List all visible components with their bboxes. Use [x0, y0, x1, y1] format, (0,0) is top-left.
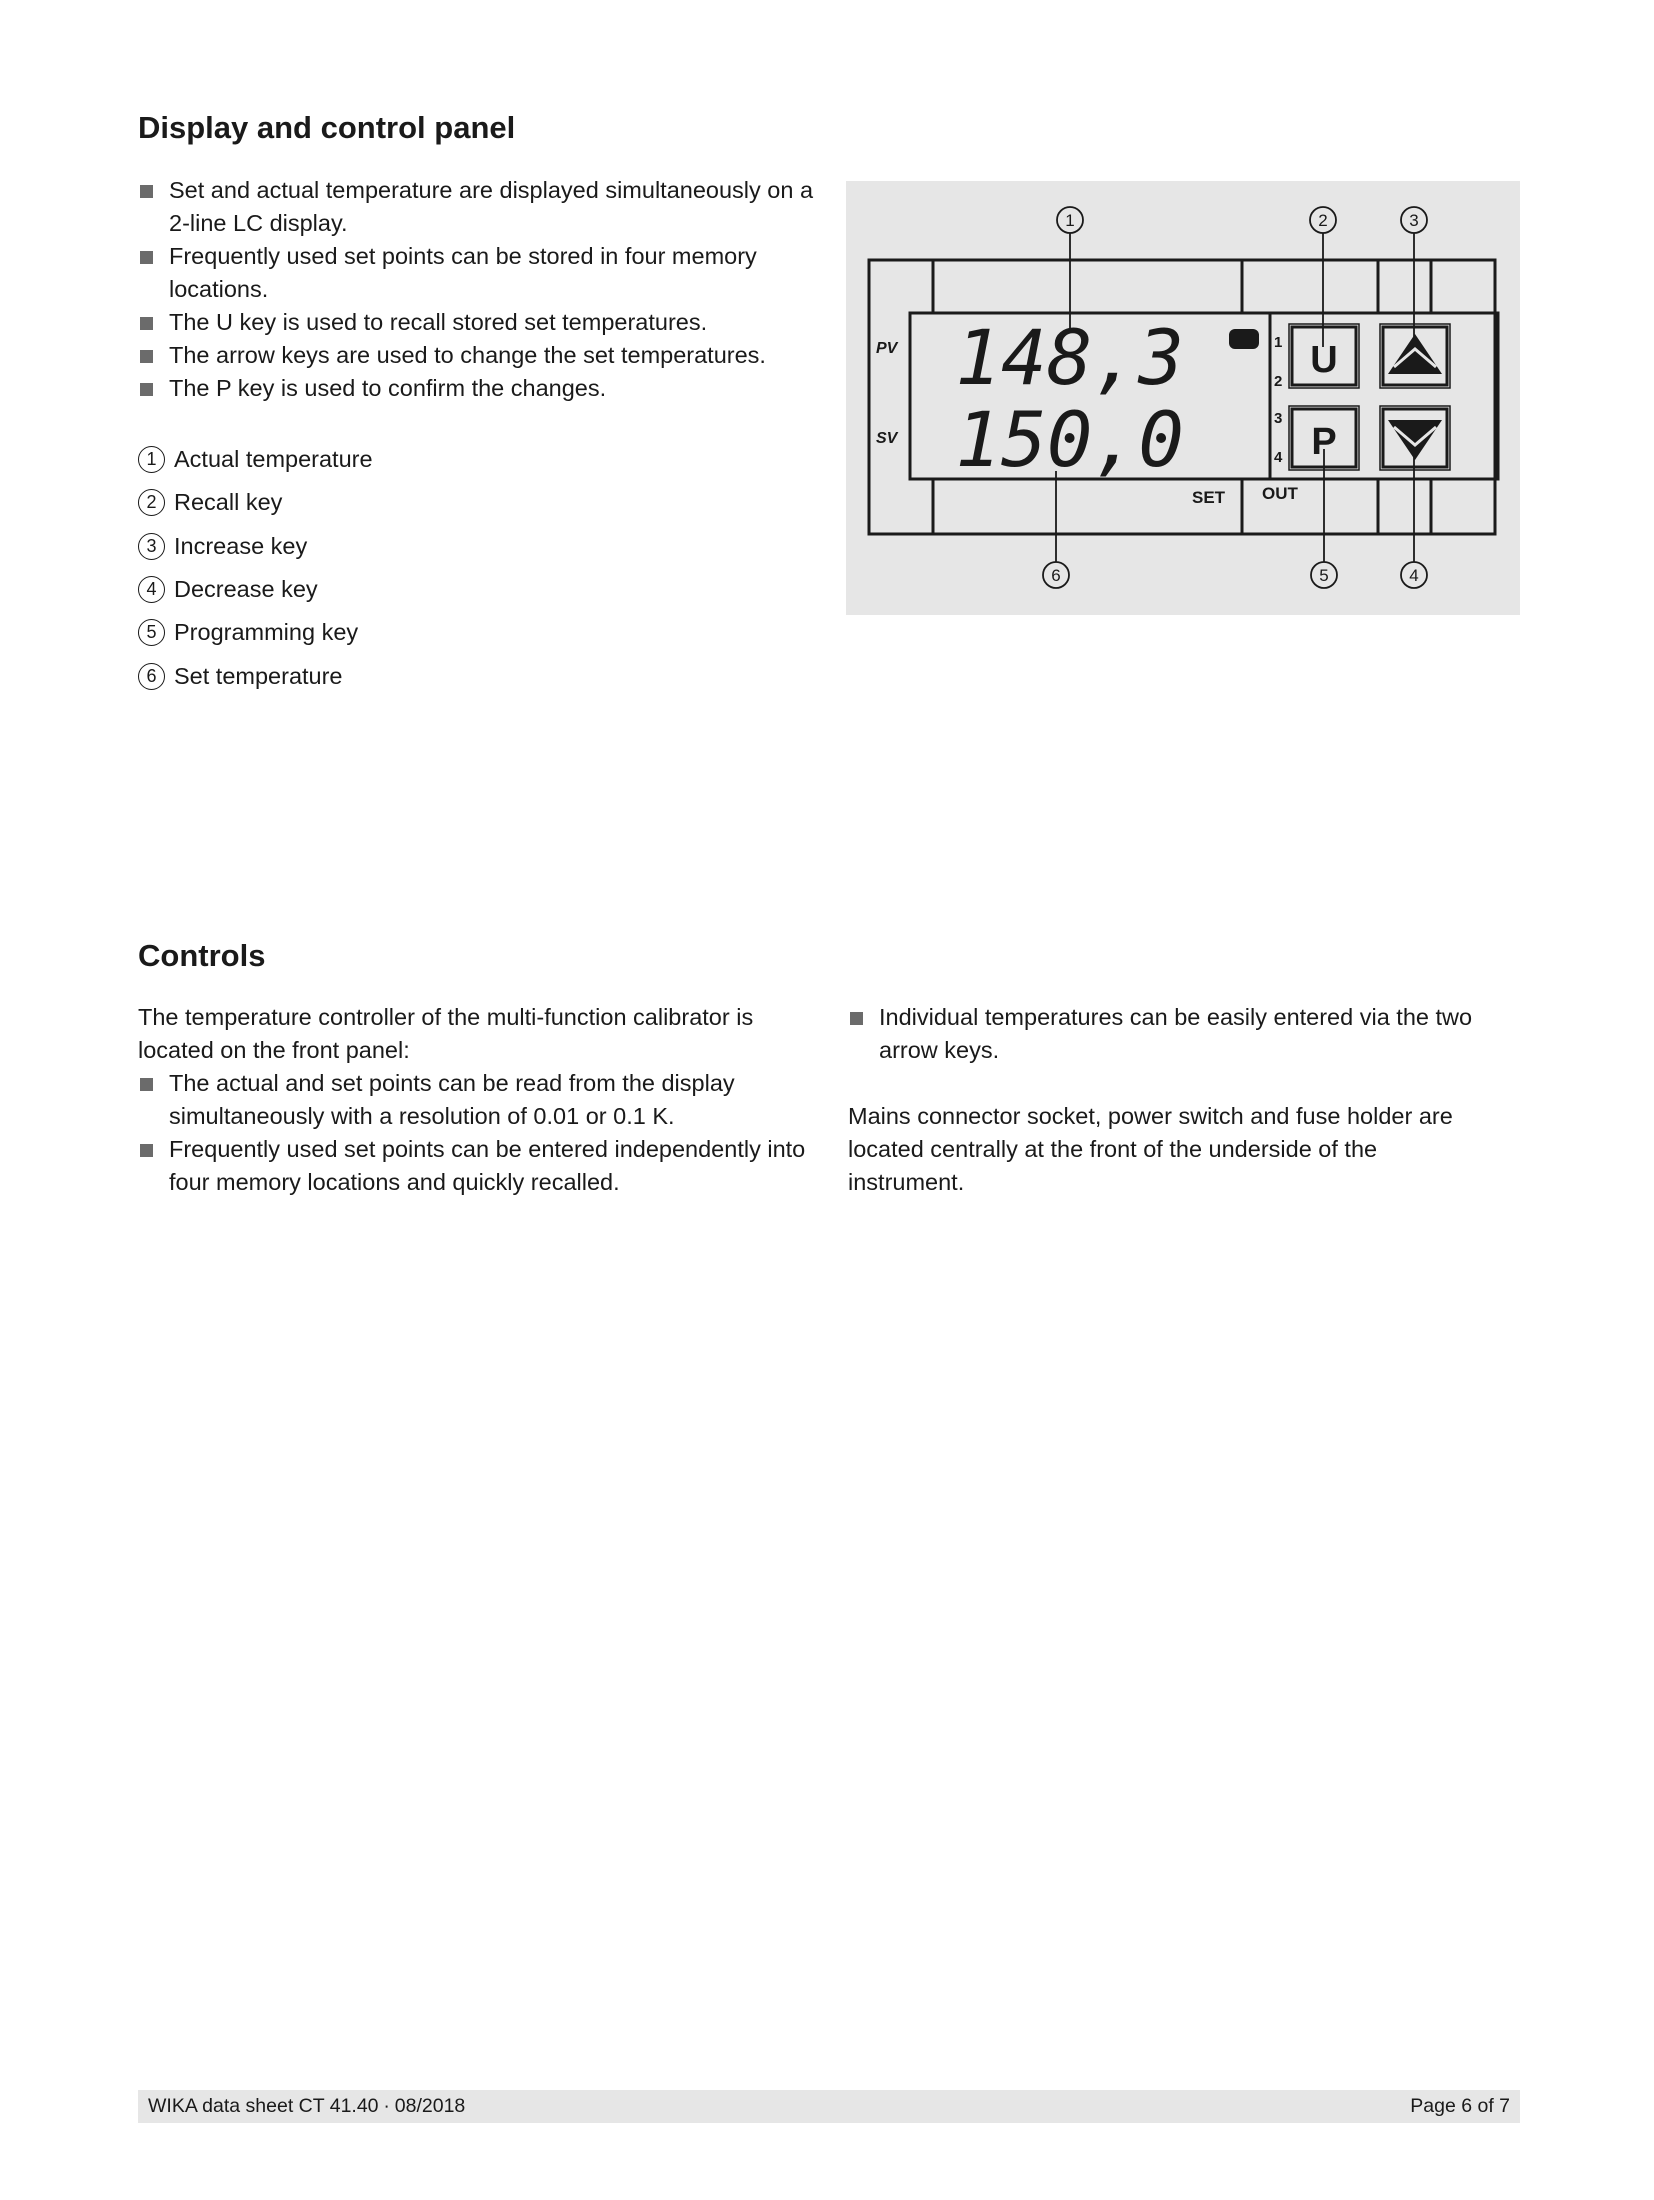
- callout-number: 3: [1409, 211, 1419, 230]
- figure-legend: [138, 438, 373, 698]
- display-feature-list: [138, 174, 818, 405]
- callout-number: 2: [138, 489, 165, 516]
- callout-number: 4: [1409, 566, 1419, 585]
- legend-label: Recall key: [174, 489, 283, 516]
- section-title-controls: Controls: [138, 938, 266, 973]
- legend-item: [138, 611, 373, 654]
- memory-number: 1: [1274, 334, 1283, 351]
- callout-number: 2: [1318, 211, 1328, 230]
- legend-item: [138, 438, 373, 481]
- list-item: Set and actual temperature are displayed simultaneously on a 2-line LC display.: [138, 174, 818, 240]
- p-key-label: P: [1311, 421, 1337, 463]
- callout-number: 1: [1065, 211, 1075, 230]
- callout-number: 5: [138, 619, 165, 646]
- out-label: OUT: [1262, 484, 1298, 503]
- section-title-display-panel: Display and control panel: [138, 110, 516, 145]
- list-item: The arrow keys are used to change the set temperatures.: [138, 339, 818, 372]
- memory-number: 3: [1274, 410, 1283, 427]
- sv-label: SV: [876, 430, 898, 447]
- list-item: Individual temperatures can be easily entered via the two arrow keys.: [848, 1001, 1520, 1067]
- callout-number: 3: [138, 533, 165, 560]
- legend-item: [138, 481, 373, 524]
- controls-list-right: [848, 1001, 1520, 1067]
- controls-closing: Mains connector socket, power switch and fuse holder are located centrally at the front of the underside of the instrument.: [848, 1103, 1453, 1195]
- list-item: The P key is used to confirm the changes.: [138, 372, 818, 405]
- controls-list-left: [138, 1067, 818, 1199]
- bullet-square-icon: [140, 185, 153, 198]
- sv-value: 150,0: [955, 395, 1184, 484]
- legend-item: [138, 654, 373, 697]
- footer-doc-id: WIKA data sheet CT 41.40 ∙ 08/2018: [148, 2095, 466, 2117]
- legend-item: [138, 525, 373, 568]
- legend-label: Actual temperature: [174, 446, 373, 473]
- bullet-square-icon: [140, 251, 153, 264]
- list-item: The actual and set points can be read from the display simultaneously with a resolution of 0.01 or 0.1 K.: [138, 1067, 818, 1133]
- legend-label: Programming key: [174, 619, 359, 646]
- memory-number: 2: [1274, 373, 1283, 390]
- bullet-square-icon: [140, 383, 153, 396]
- u-key-label: U: [1310, 339, 1338, 381]
- down-arrow-icon: [1388, 420, 1442, 460]
- list-item: Frequently used set points can be entered independently into four memory locations and quickly recalled.: [138, 1133, 818, 1199]
- bullet-square-icon: [140, 1144, 153, 1157]
- set-label: SET: [1192, 488, 1226, 507]
- bullet-square-icon: [140, 1078, 153, 1091]
- callout-number: 6: [1051, 566, 1061, 585]
- bullet-square-icon: [140, 350, 153, 363]
- pv-label: PV: [876, 340, 898, 357]
- list-item: Frequently used set points can be stored in four memory locations.: [138, 240, 818, 306]
- bullet-square-icon: [850, 1012, 863, 1025]
- legend-label: Set temperature: [174, 662, 343, 689]
- footer-page-number: Page 6 of 7: [1410, 2095, 1510, 2117]
- control-panel-drawing: [846, 181, 1520, 615]
- up-arrow-icon: [1388, 334, 1442, 374]
- callout-number: 5: [1319, 566, 1329, 585]
- controls-intro: The temperature controller of the multi-function calibrator is located on the front panel:: [138, 1004, 754, 1063]
- pv-value: 148,3: [955, 313, 1184, 402]
- indicator-led: [1229, 329, 1259, 349]
- callout-number: 1: [138, 446, 165, 473]
- legend-label: Increase key: [174, 532, 308, 559]
- list-item: The U key is used to recall stored set temperatures.: [138, 306, 818, 339]
- callout-number: 4: [138, 576, 165, 603]
- page-footer: [138, 2090, 1520, 2123]
- legend-item: [138, 568, 373, 611]
- memory-number: 4: [1274, 449, 1283, 466]
- callout-number: 6: [138, 663, 165, 690]
- bullet-square-icon: [140, 317, 153, 330]
- legend-label: Decrease key: [174, 576, 318, 603]
- control-panel-figure: [846, 181, 1520, 615]
